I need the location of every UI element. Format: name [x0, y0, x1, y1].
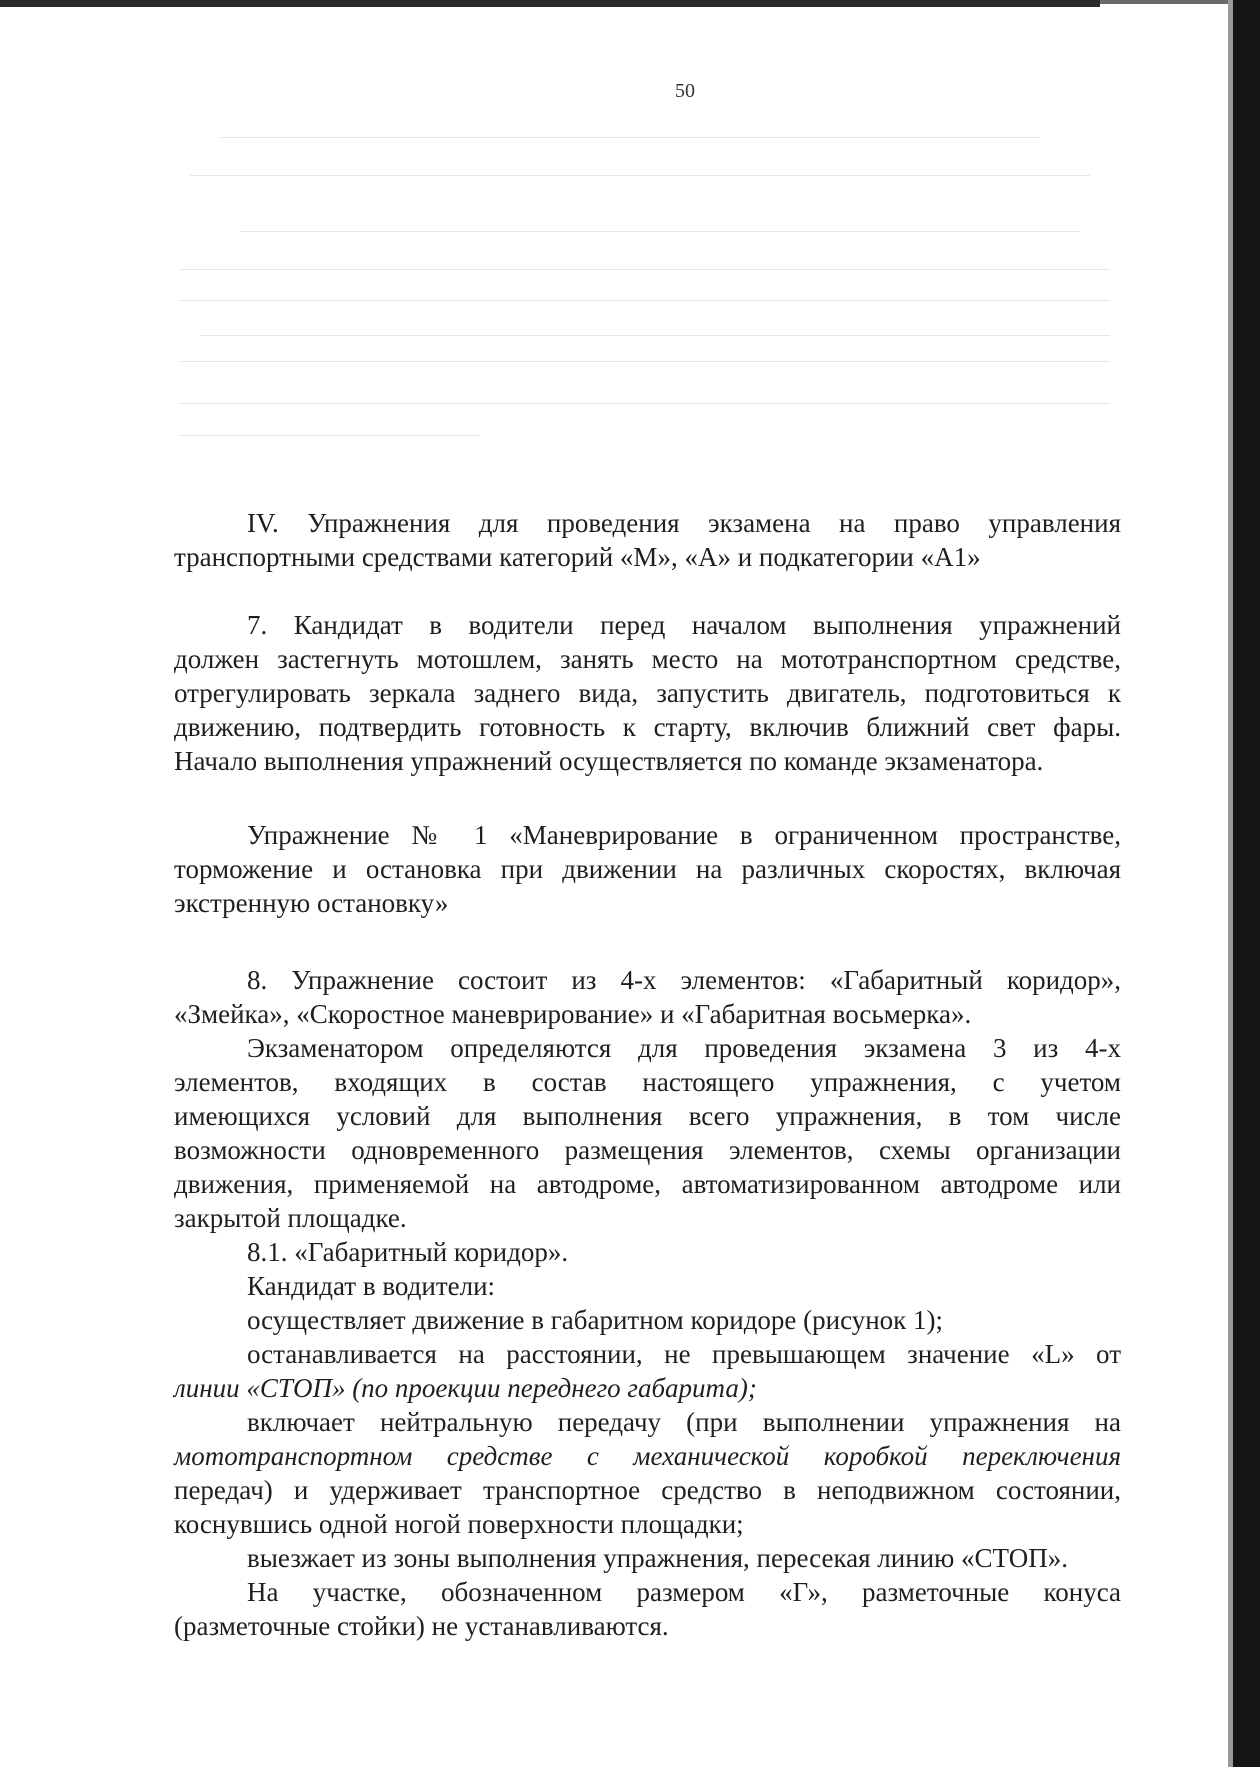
text-line: «Змейка», «Скоростное маневрирование» и «Габаритная восьмерка». — [174, 999, 972, 1029]
list-item-continuation: линии «СТОП» (по проекции переднего габарита); — [174, 1373, 757, 1403]
list-item: включает нейтральную передачу (при выполнении упражнения на — [247, 1407, 1121, 1437]
text-line: закрытой площадке. — [174, 1203, 407, 1233]
list-item: останавливается на расстоянии, не превышающем значение «L» от — [247, 1339, 1121, 1369]
subsection-title: 8.1. «Габаритный коридор». — [247, 1237, 569, 1267]
paragraph-8 — [174, 963, 1121, 1235]
text-line: движения, применяемой на автодроме, автоматизированном автодроме или — [174, 1169, 1121, 1199]
text-line: 7. Кандидат в водители перед началом выполнения упражнений — [247, 610, 1121, 640]
list-item-continuation: мототранспортном средстве с механической коробкой переключения — [174, 1441, 1121, 1471]
note-line: (разметочные стойки) не устанавливаются. — [174, 1611, 669, 1641]
exercise-1-title — [174, 818, 1121, 920]
text-line: экстренную остановку» — [174, 888, 449, 918]
list-item-continuation: коснувшись одной ногой поверхности площадки; — [174, 1509, 744, 1539]
section-heading-line: транспортными средствами категорий «М», «А» и подкатегории «А1» — [174, 542, 981, 572]
text-line: 8. Упражнение состоит из 4-х элементов: «Габаритный коридор», — [247, 965, 1121, 995]
list-item: осуществляет движение в габаритном коридоре (рисунок 1); — [247, 1305, 944, 1335]
list-item: выезжает из зоны выполнения упражнения, пересекая линию «СТОП». — [247, 1543, 1068, 1573]
page-number: 50 — [675, 80, 695, 102]
text-line: должен застегнуть мотошлем, занять место на мототранспортном средстве, — [174, 644, 1121, 674]
text-line: имеющихся условий для выполнения всего упражнения, в том числе — [174, 1101, 1121, 1131]
section-heading — [174, 506, 1121, 574]
paragraph-8-1 — [174, 1235, 1121, 1643]
section-heading-line: IV. Упражнения для проведения экзамена на право управления — [247, 508, 1121, 538]
text-line: торможение и остановка при движении на различных скоростях, включая — [174, 854, 1121, 884]
scan-right-edge — [1233, 0, 1260, 1767]
text-line: возможности одновременного размещения элементов, схемы организации — [174, 1135, 1121, 1165]
text-line: элементов, входящих в состав настоящего упражнения, с учетом — [174, 1067, 1121, 1097]
text-line: отрегулировать зеркала заднего вида, запустить двигатель, подготовиться к — [174, 678, 1121, 708]
scan-top-edge — [0, 0, 1100, 7]
erased-text-area — [180, 135, 1135, 475]
paragraph-7 — [174, 608, 1121, 778]
text-line: движению, подтвердить готовность к старту, включив ближний свет фары. — [174, 712, 1121, 742]
text-line: Кандидат в водители: — [247, 1271, 496, 1301]
text-line: Начало выполнения упражнений осуществляется по команде экзаменатора. — [174, 746, 1044, 776]
text-line: Экзаменатором определяются для проведения экзамена 3 из 4-х — [247, 1033, 1121, 1063]
list-item-continuation: передач) и удерживает транспортное средство в неподвижном состоянии, — [174, 1475, 1121, 1505]
text-line: Упражнение № 1 «Маневрирование в ограниченном пространстве, — [247, 820, 1121, 850]
note-line: На участке, обозначенном размером «Г», разметочные конуса — [247, 1577, 1121, 1607]
